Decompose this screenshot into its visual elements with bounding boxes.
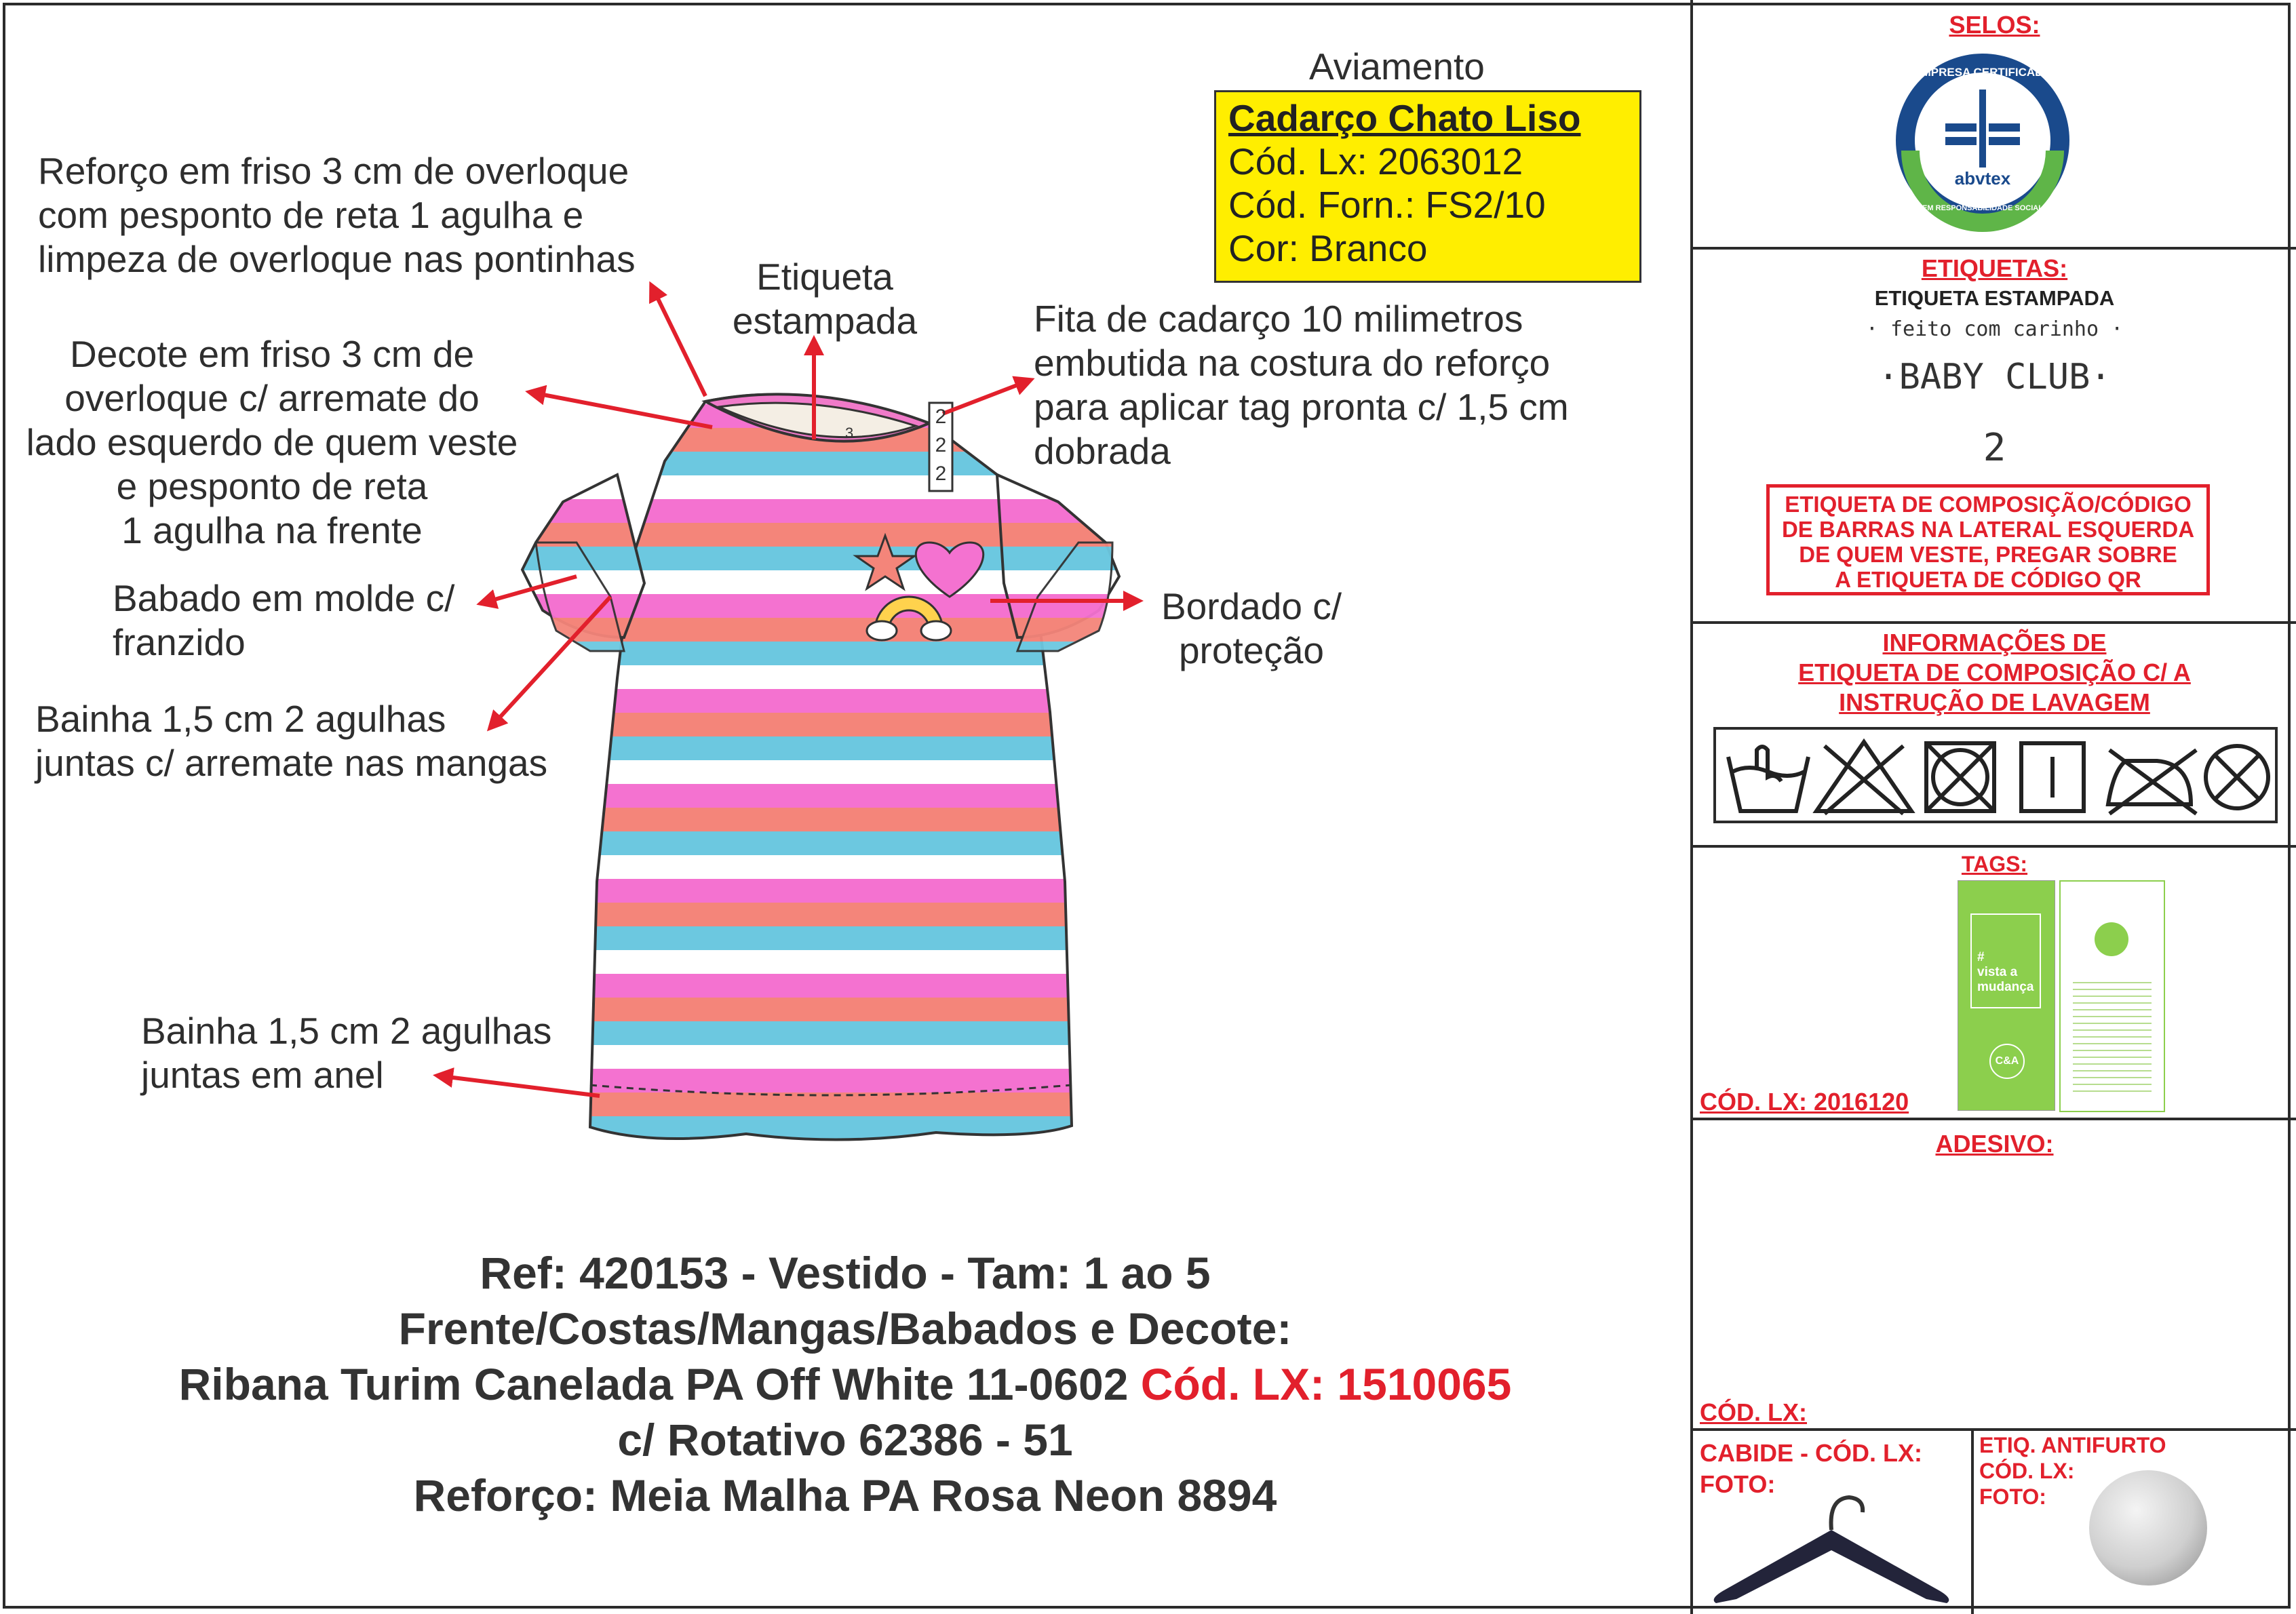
info-title-line: INSTRUÇÃO DE LAVAGEM — [1839, 688, 2150, 716]
abvtex-seal-icon — [1891, 49, 2074, 232]
tag-text-line: # — [1977, 950, 1985, 964]
etiquetas-title: ETIQUETAS: — [1921, 254, 2068, 282]
cabide-foto: FOTO: — [1700, 1470, 1776, 1498]
note-line: proteção — [1178, 629, 1325, 671]
note-line: Fita de cadarço 10 milimetros — [1034, 298, 1523, 340]
cloud-patch — [921, 621, 951, 640]
antifurto-cod: CÓD. LX: — [1979, 1459, 2075, 1483]
cabide-title: CABIDE - CÓD. LX: — [1700, 1439, 1922, 1467]
no-tumble-dry-icon — [1926, 743, 1994, 811]
composicao-box — [1766, 484, 2210, 595]
arrow-decote — [529, 392, 712, 427]
antifurto-foto: FOTO: — [1979, 1484, 2046, 1509]
adesivo-title: ADESIVO: — [1935, 1130, 2054, 1158]
note-line: 1 agulha na frente — [121, 509, 423, 551]
adesivo-cod: CÓD. LX: — [1700, 1398, 1807, 1426]
spec-block — [0, 1245, 1690, 1523]
note-line: Bainha 1,5 cm 2 agulhas — [35, 698, 446, 740]
divider-tags — [1690, 1118, 2296, 1120]
size-tag-line: 2 — [935, 406, 947, 428]
divider-etiquetas — [1690, 621, 2296, 624]
seal-text-top: EMPRESA CERTIFICADA — [1913, 66, 2052, 79]
note-line: Babado em molde c/ — [113, 577, 455, 619]
note-line: estampada — [732, 300, 918, 342]
size-tag-line: 2 — [935, 462, 947, 485]
tag-front — [1958, 880, 2055, 1111]
note-line: embutida na costura do reforço — [1034, 342, 1551, 384]
line-dry-icon — [2021, 743, 2084, 811]
divider-adesivo — [1690, 1428, 2296, 1431]
tags-title: TAGS: — [1961, 852, 2028, 876]
info-title — [1693, 628, 2296, 717]
aviamento-cod-forn: Cód. Forn.: FS2/10 — [1228, 184, 1546, 226]
spec-fabric — [0, 1356, 1690, 1412]
spec-print: c/ Rotativo 62386 - 51 — [617, 1415, 1073, 1465]
arrow-reforco — [651, 285, 705, 396]
no-iron-icon — [2108, 750, 2196, 814]
composicao-line: A ETIQUETA DE CÓDIGO QR — [1835, 567, 2141, 592]
composicao-line: ETIQUETA DE COMPOSIÇÃO/CÓDIGO — [1785, 492, 2192, 517]
note-line: limpeza de overloque nas pontinhas — [38, 238, 636, 280]
note-line: para aplicar tag pronta c/ 1,5 cm — [1034, 386, 1569, 428]
aviamento-cod-lx: Cód. Lx: 2063012 — [1228, 140, 1523, 182]
note-line: Reforço em friso 3 cm de overloque — [38, 150, 629, 192]
tag-text — [1970, 913, 2041, 1008]
note-line: e pesponto de reta — [116, 465, 428, 507]
care-symbols-svg — [1716, 730, 2275, 821]
arrow-fita — [943, 380, 1031, 414]
seal-brand: abvtex — [1954, 168, 2011, 189]
selos-title: SELOS: — [1949, 11, 2040, 39]
note-line: Bordado c/ — [1161, 585, 1342, 627]
cloud-patch — [867, 621, 897, 640]
note-line: juntas c/ arremate nas mangas — [35, 742, 548, 784]
note-line: dobrada — [1034, 430, 1171, 472]
note-line: overloque c/ arremate do — [64, 377, 480, 419]
spec-ref: Ref: 420153 - Vestido - Tam: 1 ao 5 — [480, 1248, 1211, 1298]
info-title-line: ETIQUETA DE COMPOSIÇÃO C/ A — [1798, 658, 2191, 686]
antifurto-title: ETIQ. ANTIFURTO — [1979, 1433, 2166, 1457]
tags-cod: CÓD. LX: 2016120 — [1700, 1088, 1909, 1116]
tag-text-line: vista a — [1977, 965, 2018, 979]
tag-back-text-lines — [2073, 977, 2152, 1092]
antifurto-tag-icon — [2089, 1470, 2207, 1586]
note-line: juntas em anel — [141, 1054, 384, 1096]
composicao-line: DE QUEM VESTE, PREGAR SOBRE — [1799, 542, 2177, 567]
neck-label: 3 — [845, 425, 854, 441]
tag-back — [2059, 880, 2165, 1112]
sidebar-divider — [1690, 0, 1693, 1614]
info-title-line: INFORMAÇÕES DE — [1882, 629, 2107, 656]
note-line: Bainha 1,5 cm 2 agulhas — [141, 1010, 552, 1052]
feito-com-carinho: · feito com carinho · — [1865, 317, 2124, 341]
note-line: Decote em friso 3 cm de — [69, 333, 475, 375]
aviamento-name: Cadarço Chato Liso — [1228, 97, 1581, 139]
aviamento-heading: Aviamento — [1309, 45, 1485, 87]
spec-fabric-code: Cód. LX: 1510065 — [1140, 1359, 1512, 1409]
divider-info — [1690, 845, 2296, 848]
label-size: 2 — [1983, 426, 2006, 470]
no-bleach-icon — [1816, 742, 1911, 814]
spec-parts: Frente/Costas/Mangas/Babados e Decote: — [398, 1303, 1292, 1354]
note-line: franzido — [113, 621, 246, 663]
no-dry-clean-icon — [2206, 746, 2268, 808]
divider-cabide — [1971, 1428, 1974, 1614]
note-line: Etiqueta — [756, 256, 893, 298]
spec-fabric-name: Ribana Turim Canelada PA Off White 11-0602 — [178, 1359, 1141, 1409]
composicao-line: DE BARRAS NA LATERAL ESQUERDA — [1781, 517, 2195, 542]
baby-club-logo: ·BABY CLUB· — [1877, 357, 2112, 397]
hanger-icon — [1696, 1489, 1967, 1611]
note-line: com pesponto de reta 1 agulha e — [38, 194, 584, 236]
size-tag-line: 2 — [935, 434, 947, 456]
arrow-bainha-anel — [437, 1076, 600, 1096]
care-symbols — [1713, 727, 2278, 823]
tag-brand-logo: C&A — [1989, 1044, 2025, 1079]
cotton-icon — [2095, 922, 2128, 956]
note-line: lado esquerdo de quem veste — [26, 421, 518, 463]
size-tag-text — [931, 403, 951, 488]
hand-wash-icon — [1728, 747, 1808, 811]
etiqueta-estampada-label: ETIQUETA ESTAMPADA — [1874, 286, 2115, 310]
divider-selos — [1690, 247, 2296, 250]
spec-reforco: Reforço: Meia Malha PA Rosa Neon 8894 — [413, 1470, 1277, 1520]
seal-text-bottom: EM RESPONSABILIDADE SOCIAL — [1922, 204, 2043, 212]
aviamento-cor: Cor: Branco — [1228, 227, 1428, 269]
tag-text-line: mudança — [1977, 980, 2034, 994]
